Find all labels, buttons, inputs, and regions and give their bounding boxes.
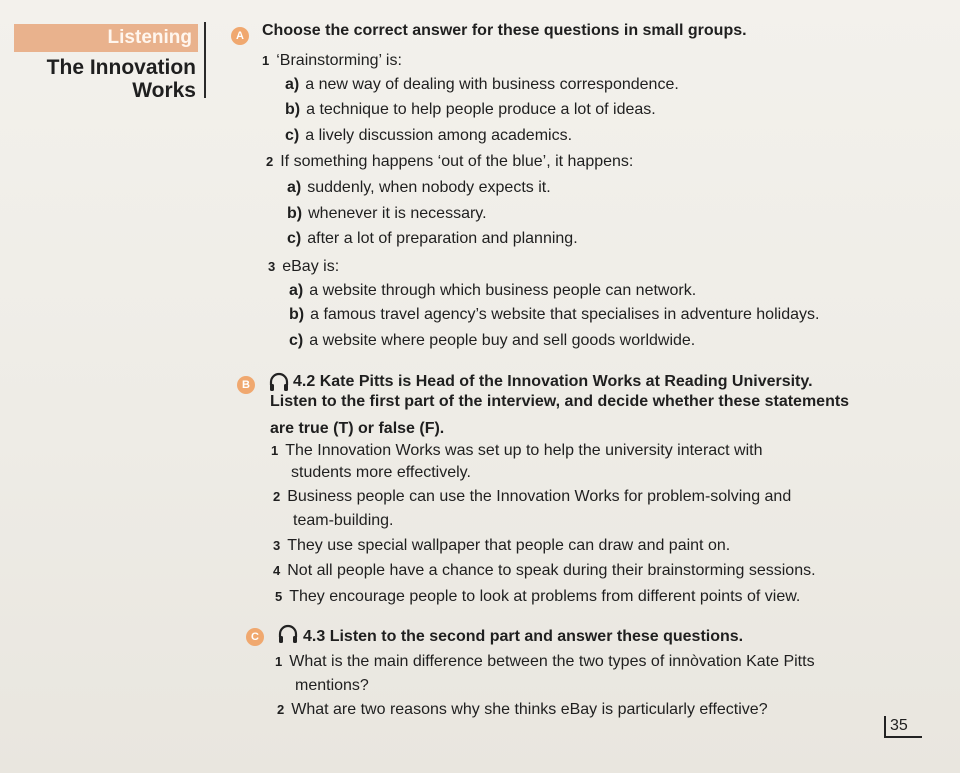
unit-title-line-2: Works <box>132 79 196 102</box>
option-a3-c: c) a website where people buy and sell goods worldwide. <box>289 332 696 349</box>
statement-b1: 1 The Innovation Works was set up to help the university interact with <box>271 442 763 459</box>
unit-title <box>14 56 196 102</box>
section-b-badge: B <box>237 376 255 394</box>
option-a1-c: c) a lively discussion among academics. <box>285 127 573 144</box>
question-c1-cont: mentions? <box>295 677 369 694</box>
question-text: ‘Brainstorming’ is: <box>276 52 402 69</box>
option-a2-a: a) suddenly, when nobody expects it. <box>287 179 551 196</box>
statement-b5: 5 They encourage people to look at problems from different points of view. <box>275 588 801 605</box>
track-number: 4.2 <box>293 373 316 390</box>
question-a1 <box>262 51 402 71</box>
question-a3: 3 eBay is: <box>268 258 340 275</box>
section-b-heading-line-2: Listen to the first part of the interview, and decide whether these statements <box>270 393 850 410</box>
headphones-icon <box>277 623 299 645</box>
question-a2: 2 If something happens ‘out of the blue’, it happens: <box>266 153 634 170</box>
statement-b3: 3 They use special wallpaper that people can draw and paint on. <box>273 537 731 554</box>
question-number: 1 <box>262 53 270 68</box>
section-c-badge: C <box>246 628 264 646</box>
section-b-heading-line-3: are true (T) or false (F). <box>270 420 445 437</box>
statement-b4: 4 Not all people have a chance to speak during their brainstorming sessions. <box>273 562 816 579</box>
sidebar-divider <box>204 22 206 98</box>
option-a1-a: a) a new way of dealing with business correspondence. <box>285 76 679 93</box>
option-a1-b: b) a technique to help people produce a lot of ideas. <box>285 101 656 118</box>
option-a3-b: b) a famous travel agency’s website that specialises in adventure holidays. <box>289 306 820 323</box>
unit-title-line-1: The Innovation <box>46 56 196 79</box>
section-c-heading: 4.3 Listen to the second part and answer these questions. <box>303 628 744 645</box>
question-c1: 1 What is the main difference between the two types of innòvation Kate Pitts <box>275 653 815 670</box>
headphones-icon <box>268 371 290 393</box>
page-number: 35 <box>884 716 922 738</box>
track-number: 4.3 <box>303 628 326 645</box>
option-a2-b: b) whenever it is necessary. <box>287 205 487 222</box>
statement-b1-cont: students more effectively. <box>291 464 471 481</box>
statement-b2-cont: team-building. <box>293 512 394 529</box>
listening-label: Listening <box>107 27 192 48</box>
section-b-heading-line-1: 4.2 Kate Pitts is Head of the Innovation Works at Reading University. <box>293 373 813 390</box>
option-a2-c: c) after a lot of preparation and planning. <box>287 230 578 247</box>
section-a-badge: A <box>231 27 249 45</box>
option-a3-a: a) a website through which business people can network. <box>289 282 697 299</box>
section-a-heading: Choose the correct answer for these questions in small groups. <box>262 22 747 39</box>
statement-b2: 2 Business people can use the Innovation Works for problem-solving and <box>273 488 792 505</box>
question-c2: 2 What are two reasons why she thinks eBay is particularly effective? <box>277 701 768 718</box>
listening-tag <box>14 24 198 52</box>
